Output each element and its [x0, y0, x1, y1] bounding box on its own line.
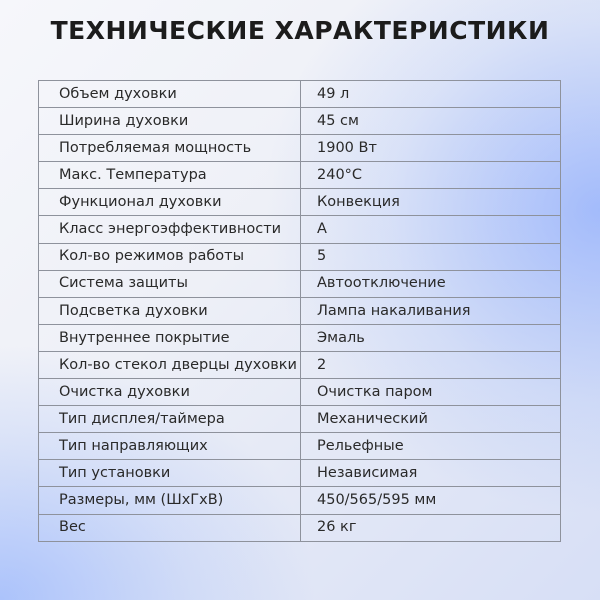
spec-row: [39, 351, 561, 378]
spec-value: Автоотключение: [301, 270, 561, 297]
spec-label: Система защиты: [39, 270, 301, 297]
spec-value: Очистка паром: [301, 379, 561, 406]
spec-row: [39, 189, 561, 216]
spec-row: [39, 108, 561, 135]
spec-label: Внутреннее покрытие: [39, 324, 301, 351]
spec-label: Вес: [39, 514, 301, 541]
page-title: ТЕХНИЧЕСКИЕ ХАРАКТЕРИСТИКИ: [50, 16, 550, 45]
specs-table-body: [39, 81, 561, 542]
spec-value: Эмаль: [301, 324, 561, 351]
spec-label: Функционал духовки: [39, 189, 301, 216]
spec-value: Механический: [301, 406, 561, 433]
spec-row: [39, 379, 561, 406]
spec-value: 1900 Вт: [301, 135, 561, 162]
spec-value: 450/565/595 мм: [301, 487, 561, 514]
spec-value: Независимая: [301, 460, 561, 487]
spec-label: Кол-во стекол дверцы духовки: [39, 351, 301, 378]
spec-row: [39, 433, 561, 460]
spec-value: А: [301, 216, 561, 243]
spec-row: [39, 216, 561, 243]
spec-label: Объем духовки: [39, 81, 301, 108]
spec-row: [39, 460, 561, 487]
spec-value: 2: [301, 351, 561, 378]
spec-value: 45 см: [301, 108, 561, 135]
specs-table: [38, 80, 561, 542]
spec-row: [39, 514, 561, 541]
spec-value: 5: [301, 243, 561, 270]
spec-value: Конвекция: [301, 189, 561, 216]
spec-row: [39, 270, 561, 297]
spec-row: [39, 135, 561, 162]
spec-row: [39, 162, 561, 189]
spec-row: [39, 297, 561, 324]
spec-label: Подсветка духовки: [39, 297, 301, 324]
spec-label: Тип установки: [39, 460, 301, 487]
spec-row: [39, 487, 561, 514]
spec-row: [39, 406, 561, 433]
spec-label: Тип дисплея/таймера: [39, 406, 301, 433]
spec-value: 240°С: [301, 162, 561, 189]
spec-label: Тип направляющих: [39, 433, 301, 460]
spec-label: Потребляемая мощность: [39, 135, 301, 162]
spec-value: Лампа накаливания: [301, 297, 561, 324]
spec-label: Класс энергоэффективности: [39, 216, 301, 243]
spec-value: Рельефные: [301, 433, 561, 460]
spec-row: [39, 324, 561, 351]
spec-row: [39, 243, 561, 270]
spec-label: Макс. Температура: [39, 162, 301, 189]
spec-value: 26 кг: [301, 514, 561, 541]
spec-value: 49 л: [301, 81, 561, 108]
spec-row: [39, 81, 561, 108]
spec-label: Кол-во режимов работы: [39, 243, 301, 270]
spec-label: Ширина духовки: [39, 108, 301, 135]
spec-label: Очистка духовки: [39, 379, 301, 406]
spec-label: Размеры, мм (ШхГхВ): [39, 487, 301, 514]
